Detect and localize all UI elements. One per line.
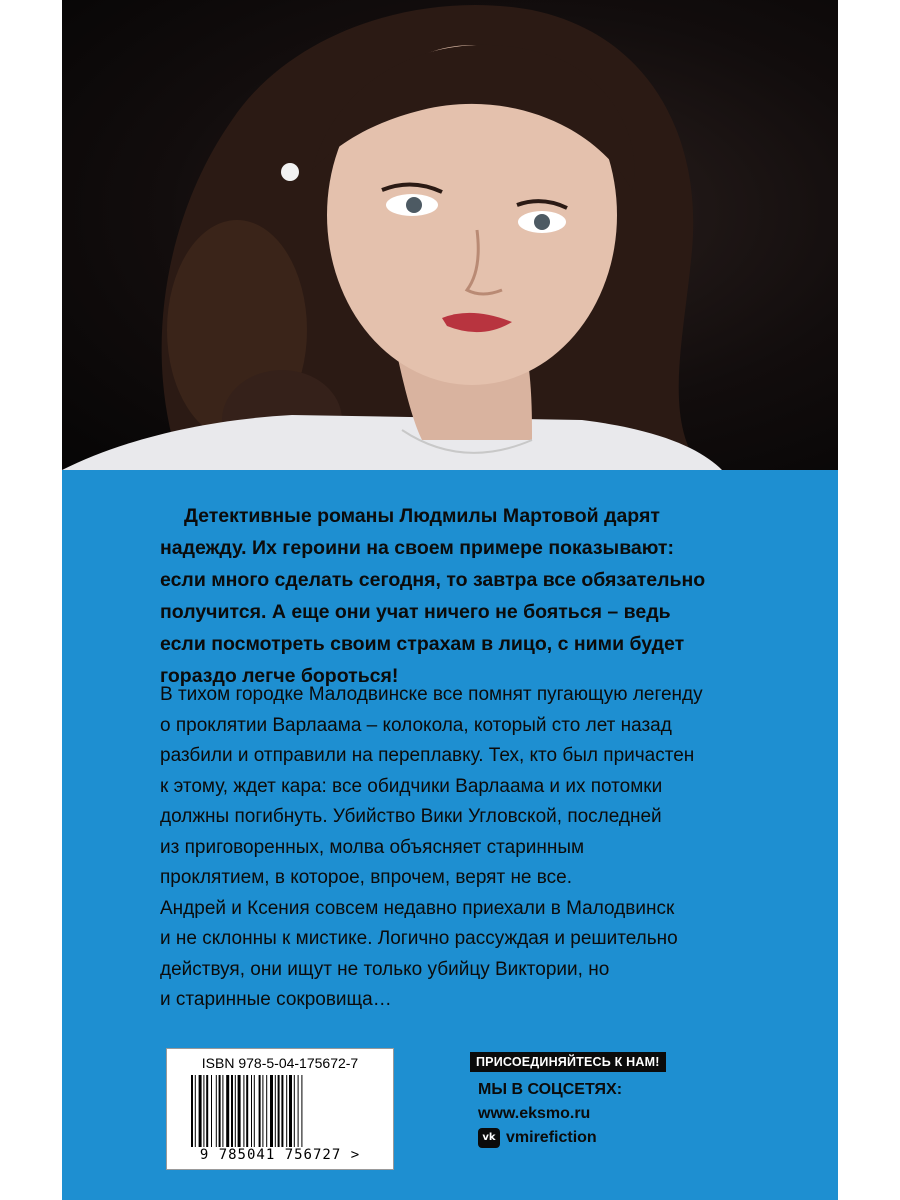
- author-portrait-illustration: [62, 0, 838, 470]
- blurb-line: если много сделать сегодня, то завтра все обязательно: [160, 569, 706, 591]
- isbn-label: ISBN 978-5-04-175672-7: [201, 1055, 359, 1071]
- description-line: и старинные сокровища…: [160, 989, 392, 1010]
- social-subtitle: МЫ В СОЦСЕТЯХ:: [478, 1081, 623, 1098]
- author-photo: [62, 0, 838, 470]
- description-line: из приговоренных, молва объясняет старинным: [160, 836, 585, 858]
- publisher-website[interactable]: www.eksmo.ru: [478, 1105, 591, 1122]
- description-line: проклятием, в которое, впрочем, верят не все.: [160, 867, 573, 888]
- social-block: [470, 1052, 666, 1148]
- description-line: о проклятии Варлаама – колокола, который сто лет назад: [160, 714, 672, 736]
- vk-handle: vmirefiction: [506, 1129, 597, 1146]
- blurb-line: гораздо легче бороться!: [160, 665, 399, 687]
- blurb-line: получится. А еще они учат ничего не бояться – ведь: [160, 601, 671, 623]
- vk-icon: vk: [478, 1128, 500, 1148]
- blurb-line: если посмотреть своим страхам в лицо, с ними будет: [160, 633, 685, 655]
- blurb-line: Детективные романы Людмилы Мартовой дарят: [184, 505, 660, 527]
- book-back-cover: [62, 0, 838, 1200]
- social-header: ПРИСОЕДИНЯЙТЕСЬ К НАМ!: [470, 1052, 666, 1072]
- description-line: разбили и отправили на переплавку. Тех, кто был причастен: [160, 745, 695, 766]
- author-blurb: [160, 500, 800, 692]
- book-description: [160, 680, 800, 1016]
- description-line: действуя, они ищут не только убийцу Виктории, но: [160, 958, 610, 980]
- description-line: к этому, ждет кара: все обидчики Варлаама и их потомки: [160, 775, 663, 797]
- blurb-line: надежду. Их героини на своем примере показывают:: [160, 537, 674, 559]
- barcode-icon: [191, 1075, 369, 1153]
- barcode-digits: 9 785041 756727 >: [167, 1147, 393, 1163]
- description-line: В тихом городке Малодвинске все помнят пугающую легенду: [160, 684, 703, 705]
- description-line: Андрей и Ксения совсем недавно приехали в Малодвинск: [160, 897, 675, 919]
- isbn-barcode-block: [166, 1048, 394, 1170]
- description-line: и не склонны к мистике. Логично рассуждая и решительно: [160, 928, 678, 949]
- vk-link[interactable]: [478, 1128, 666, 1148]
- description-line: должны погибнуть. Убийство Вики Угловской, последней: [160, 806, 662, 827]
